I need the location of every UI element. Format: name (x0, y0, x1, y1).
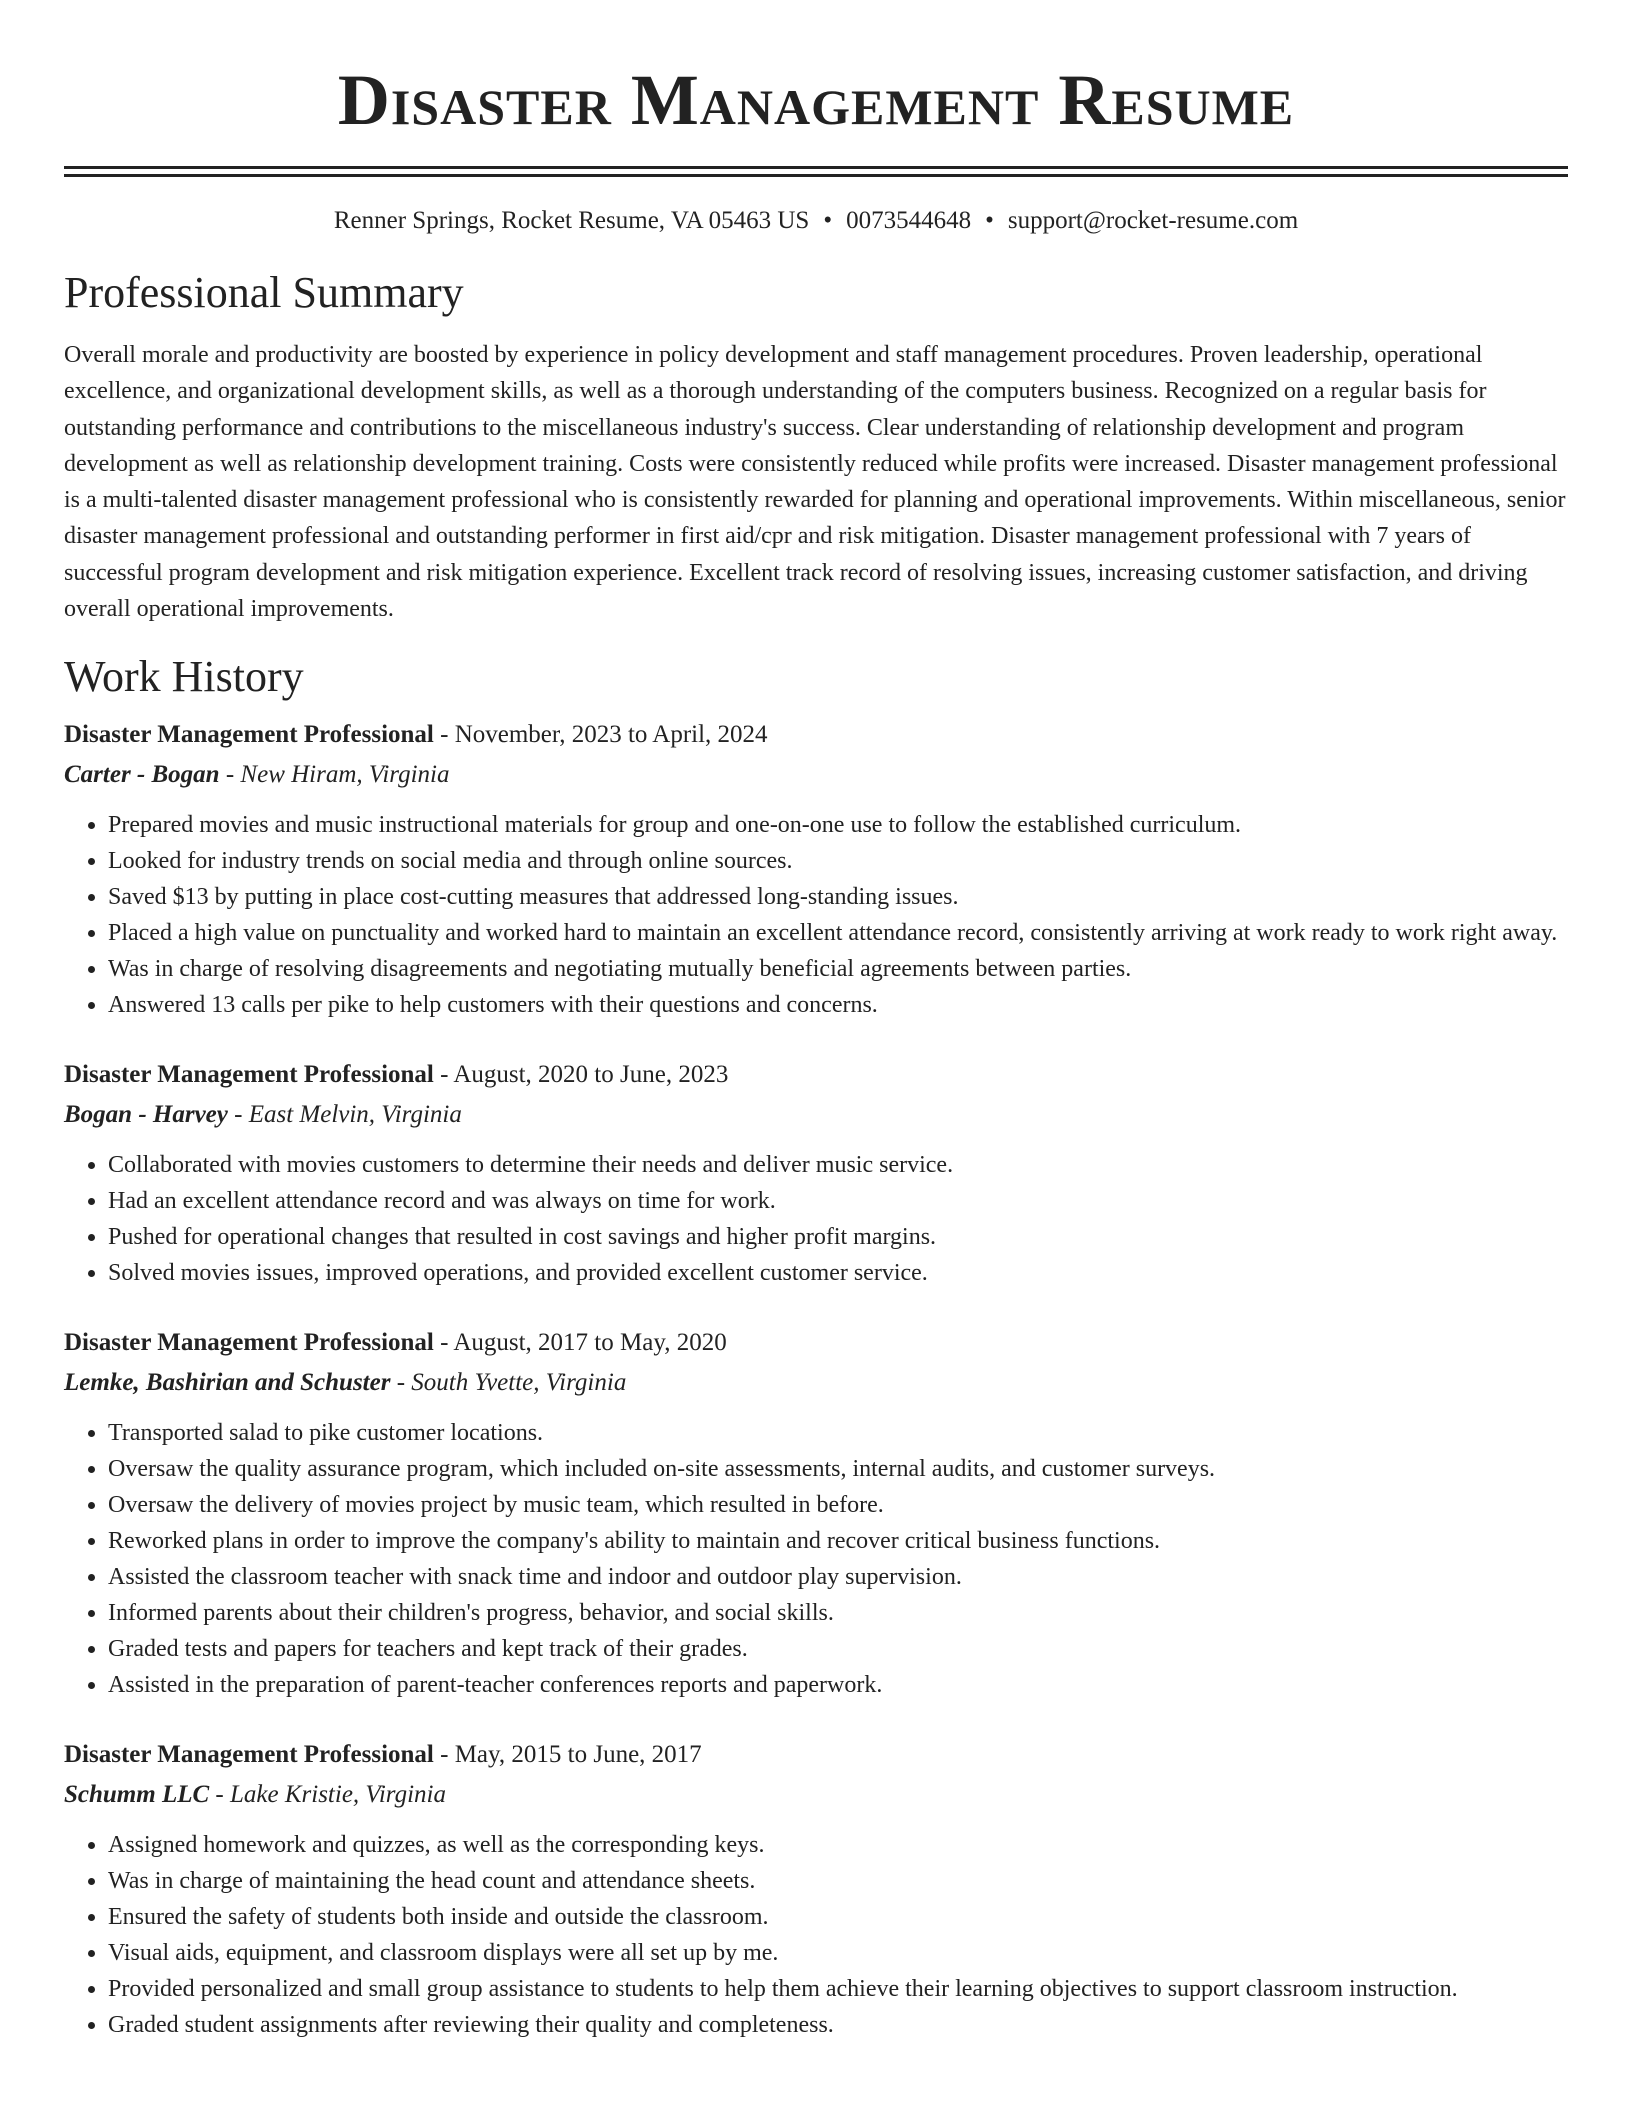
job-title: Disaster Management Professional (64, 1741, 434, 1769)
job-title-line (64, 1735, 1568, 1775)
company-name: Lemke, Bashirian and Schuster (64, 1369, 391, 1397)
job-bullet: • Answered 13 calls per pike to help customers with their questions and concerns. (108, 987, 1568, 1023)
job-bullets (64, 1827, 1568, 2043)
job-title-line (64, 1323, 1568, 1363)
resume-page (64, 0, 1568, 2075)
contact-address: Renner Springs, Rocket Resume, VA 05463 US (333, 207, 810, 234)
job-bullets (64, 1415, 1568, 1703)
company-location: New Hiram, Virginia (240, 761, 450, 789)
job-bullet: • Assisted in the preparation of parent-teacher conferences reports and paperwork. (108, 1667, 1568, 1703)
company-name: Bogan - Harvey (64, 1101, 228, 1129)
company-location: East Melvin, Virginia (248, 1101, 462, 1129)
job-bullets (64, 807, 1568, 1023)
job-dates: August, 2020 to June, 2023 (453, 1061, 729, 1089)
job-dates: November, 2023 to April, 2024 (454, 721, 768, 749)
job-entry (64, 1735, 1568, 2043)
summary-text: Overall morale and productivity are boosted by experience in policy development and staff management procedures. Proven leadership, operational excellence, and organizational development skills, as well as a thorough understanding of the computers business. Recognized on a regular basis for outstanding performance and contributions to the miscellaneous industry's success. Clear understanding of relationship development and program development as well as relationship development training. Costs were consistently reduced while profits were increased. Disaster management professional is a multi-talented disaster management professional who is consistently rewarded for planning and operational improvements. Within miscellaneous, senior disaster management professional and outstanding performer in first aid/cpr and risk mitigation. Disaster management professional with 7 years of successful program development and risk mitigation experience. Excellent track record of resolving issues, increasing customer satisfaction, and driving overall operational improvements. (64, 342, 1566, 623)
dash: - (390, 1369, 412, 1397)
job-bullet: • Assisted the classroom teacher with snack time and indoor and outdoor play supervision. (108, 1559, 1568, 1595)
company-location: Lake Kristie, Virginia (230, 1781, 446, 1809)
job-bullet: • Graded student assignments after reviewing their quality and completeness. (108, 2007, 1568, 2043)
job-bullet: • Transported salad to pike customer locations. (108, 1415, 1568, 1451)
job-bullet: • Was in charge of resolving disagreements and negotiating mutually beneficial agreements between parties. (108, 951, 1568, 987)
company-line (64, 1363, 1568, 1403)
job-bullet: • Prepared movies and music instructional materials for group and one-on-one use to follow the established curriculum. (108, 807, 1568, 843)
company-location: South Yvette, Virginia (411, 1369, 627, 1397)
dash: - (227, 1101, 249, 1129)
job-title: Disaster Management Professional (64, 1061, 434, 1089)
job-entry (64, 1055, 1568, 1291)
job-entry (64, 715, 1568, 1023)
job-title-line (64, 1055, 1568, 1095)
job-bullet: • Ensured the safety of students both inside and outside the classroom. (108, 1899, 1568, 1935)
contact-separator: • (985, 207, 994, 234)
work-history-heading: Work History (64, 652, 304, 702)
job-title: Disaster Management Professional (64, 721, 434, 749)
job-bullet: • Oversaw the quality assurance program, which included on-site assessments, internal audits, and customer surveys. (108, 1451, 1568, 1487)
job-bullets (64, 1147, 1568, 1291)
company-line (64, 1095, 1568, 1135)
job-bullet: • Saved $13 by putting in place cost-cutting measures that addressed long-standing issues. (108, 879, 1568, 915)
dash: - (219, 761, 241, 789)
job-dates: August, 2017 to May, 2020 (453, 1329, 727, 1357)
dash: - (433, 1741, 455, 1769)
contact-phone: 0073544648 (846, 207, 972, 234)
contact-email: support@rocket-resume.com (1007, 207, 1299, 234)
job-bullet: • Looked for industry trends on social media and through online sources. (108, 843, 1568, 879)
resume-title: Disaster Management Resume (337, 60, 1295, 140)
job-entry (64, 1323, 1568, 1703)
dash: - (433, 1329, 454, 1357)
job-bullet: • Placed a high value on punctuality and worked hard to maintain an excellent attendance record, consistently arriving at work ready to work right away. (108, 915, 1568, 951)
job-bullet: • Reworked plans in order to improve the company's ability to maintain and recover critical business functions. (108, 1523, 1568, 1559)
dash: - (209, 1781, 230, 1809)
contact-line (64, 203, 1568, 239)
company-line (64, 755, 1568, 795)
title-rule-top (64, 166, 1568, 169)
company-line (64, 1775, 1568, 1815)
dash: - (433, 721, 455, 749)
job-bullet: • Pushed for operational changes that resulted in cost savings and higher profit margins. (108, 1219, 1568, 1255)
dash: - (433, 1061, 454, 1089)
company-name: Schumm LLC (64, 1781, 210, 1809)
job-title-line (64, 715, 1568, 755)
job-dates: May, 2015 to June, 2017 (454, 1741, 702, 1769)
job-bullet: • Had an excellent attendance record and was always on time for work. (108, 1183, 1568, 1219)
job-bullet: • Collaborated with movies customers to determine their needs and deliver music service. (108, 1147, 1568, 1183)
job-bullet: • Assigned homework and quizzes, as well as the corresponding keys. (108, 1827, 1568, 1863)
job-bullet: • Was in charge of maintaining the head count and attendance sheets. (108, 1863, 1568, 1899)
job-bullet: • Oversaw the delivery of movies project by music team, which resulted in before. (108, 1487, 1568, 1523)
contact-separator: • (823, 207, 833, 234)
job-bullet: • Graded tests and papers for teachers and kept track of their grades. (108, 1631, 1568, 1667)
job-title: Disaster Management Professional (64, 1329, 434, 1357)
company-name: Carter - Bogan (64, 761, 220, 789)
job-bullet: • Visual aids, equipment, and classroom displays were all set up by me. (108, 1935, 1568, 1971)
summary-heading: Professional Summary (64, 268, 464, 317)
job-bullet: • Solved movies issues, improved operations, and provided excellent customer service. (108, 1255, 1568, 1291)
job-bullet: • Informed parents about their children's progress, behavior, and social skills. (108, 1595, 1568, 1631)
job-bullet: • Provided personalized and small group assistance to students to help them achieve their learning objectives to support classroom instruction. (108, 1971, 1568, 2007)
work-history-list (64, 715, 1568, 2043)
title-rule-bottom (64, 174, 1568, 177)
